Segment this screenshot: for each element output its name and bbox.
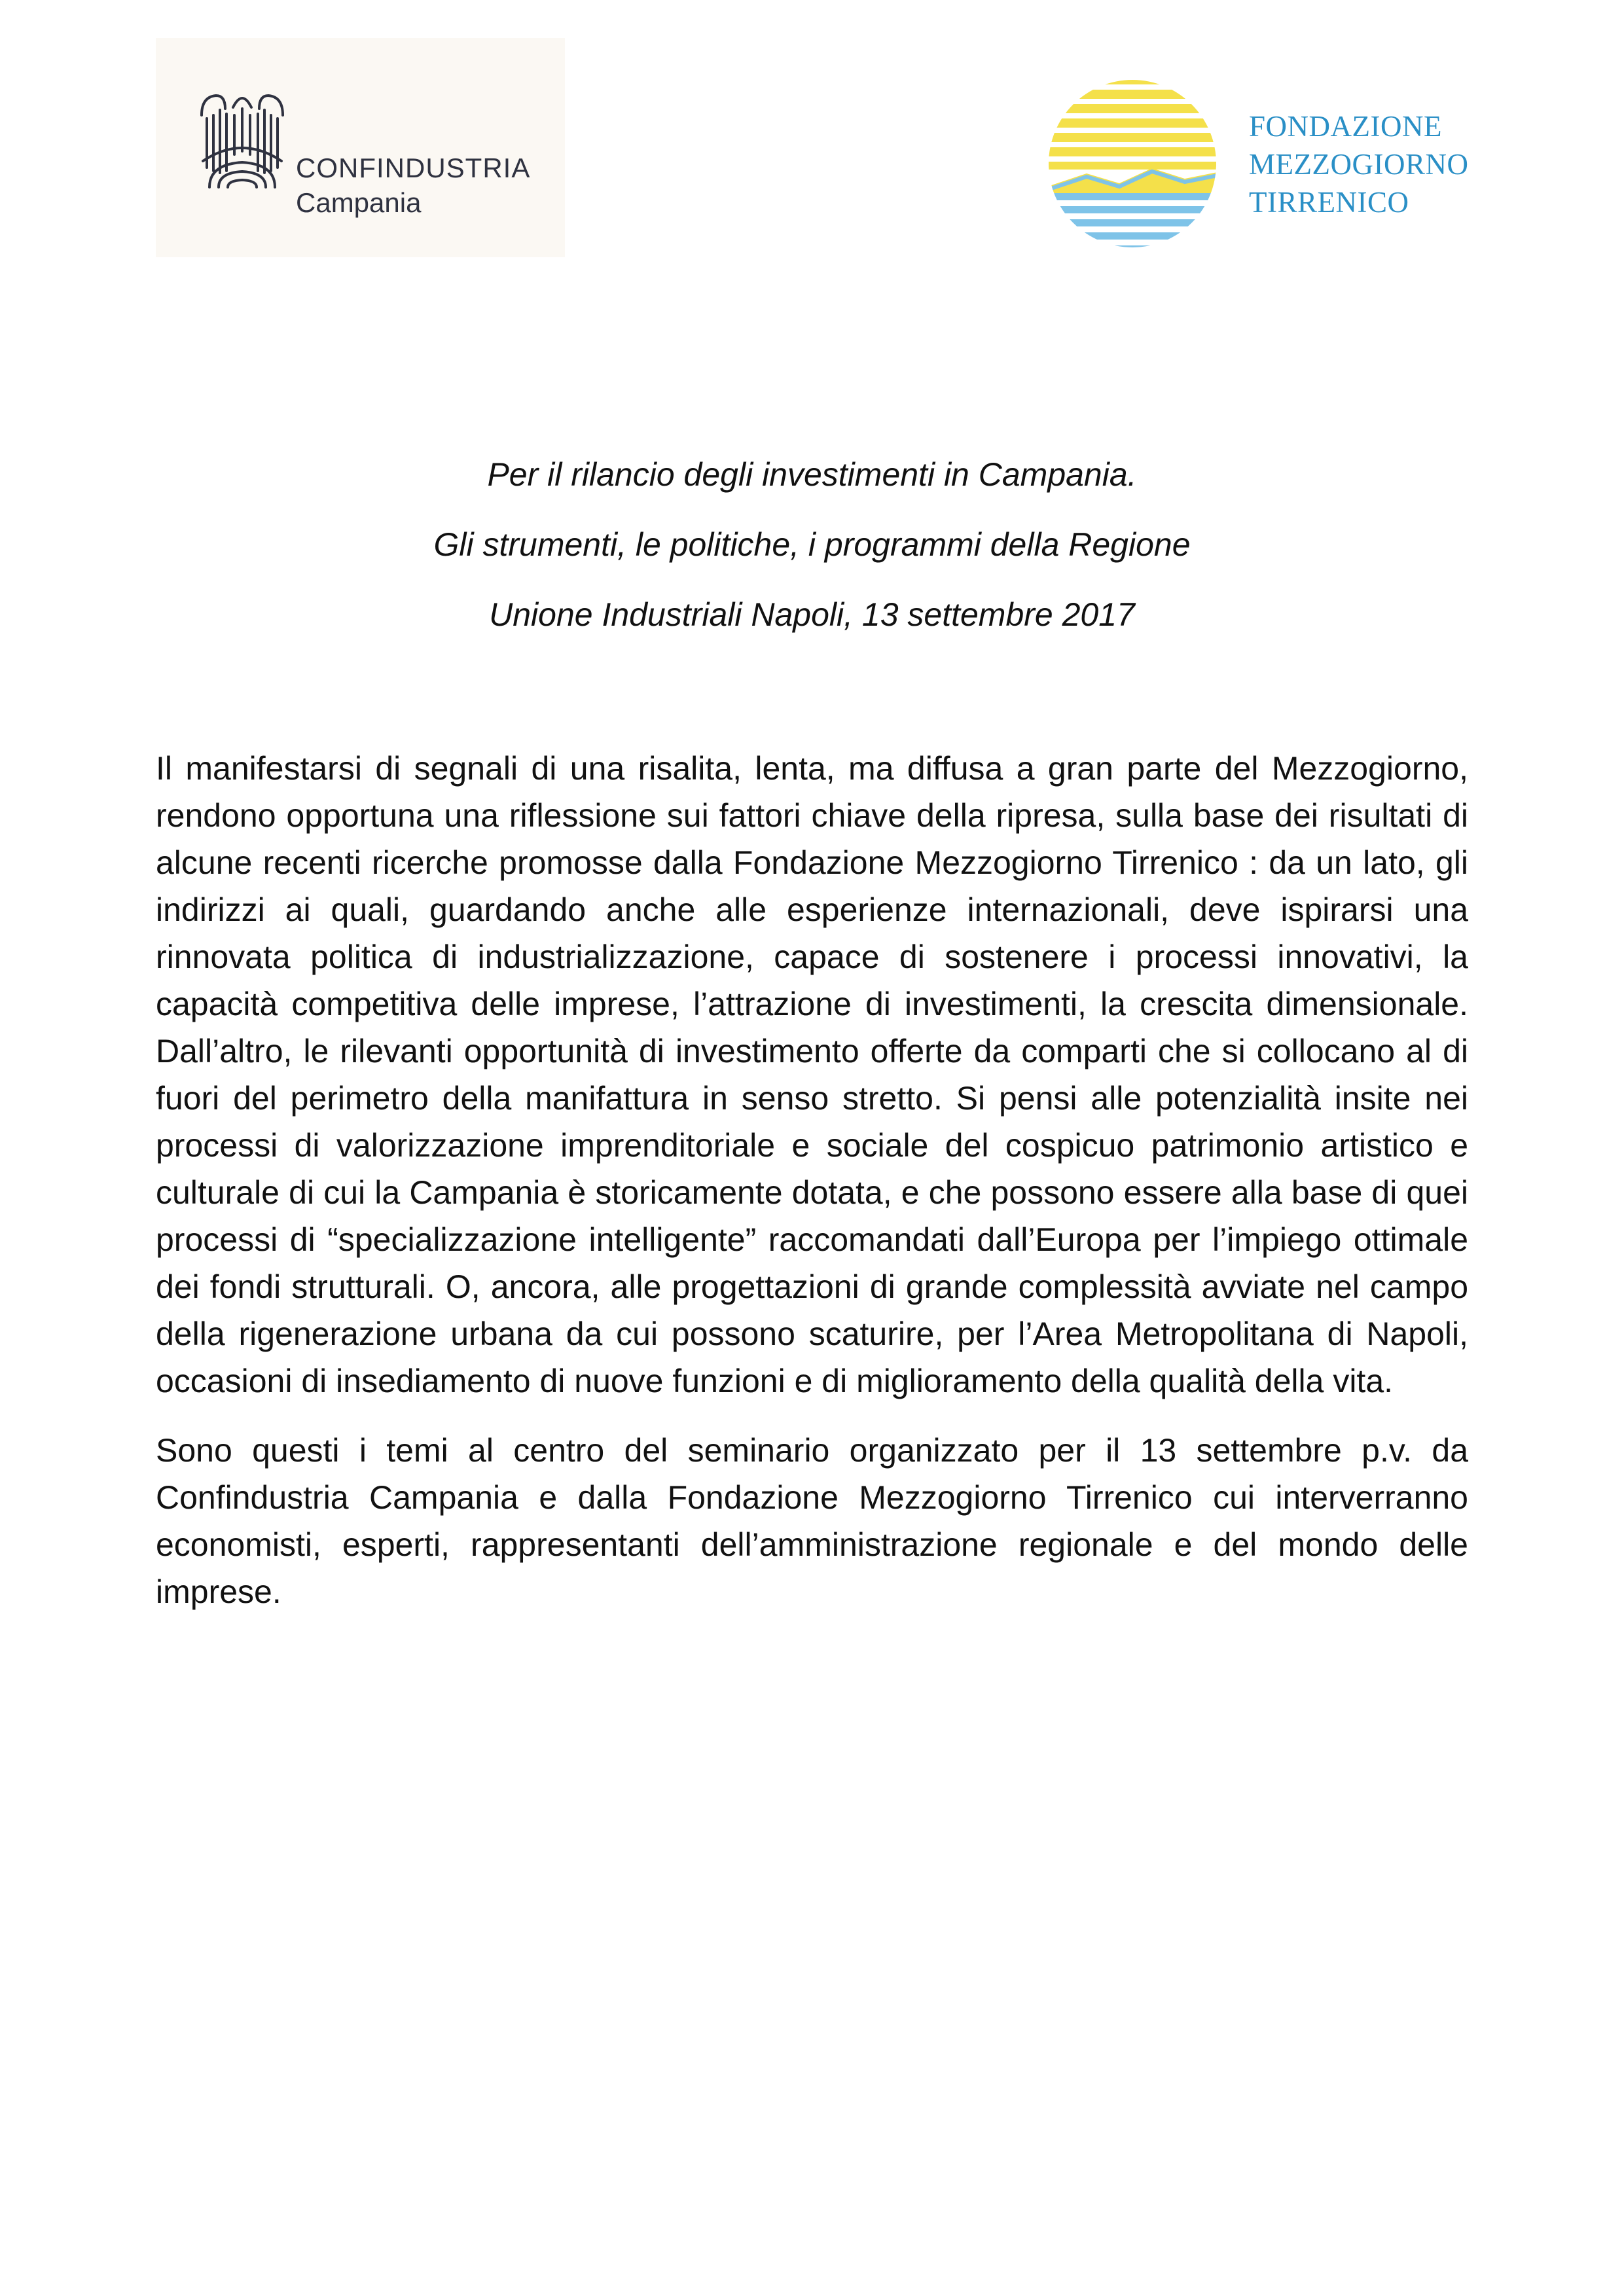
body-paragraph-1: Il manifestarsi di segnali di una risalita, lenta, ma diffusa a gran parte del Mezzogiorno, rendono opportuna una riflessione sui fattori chiave della ripresa, sulla base dei risultati di alcune recenti ricerche promosse dalla Fondazione Mezzogiorno Tirrenico : da un lato, gli indirizzi ai quali, guardando anche alle esperienze internazionali, deve ispirarsi una rinnovata politica di industrializzazione, capace di sostenere i processi innovativi, la capacità competitiva delle imprese, l’attrazione di investimenti, la crescita dimensionale. Dall’altro, le rilevanti opportunità di investimento offerte da comparti che si collocano al di fuori del perimetro della manifattura in senso stretto. Si pensi alle potenzialità insite nei processi di valorizzazione imprenditoriale e sociale del cospicuo patrimonio artistico e culturale di cui la Campania è storicamente dotata, e che possono essere alla base di quei processi di “specializzazione intelligente” raccomandati dall’Europa per l’impiego ottimale dei fondi strutturali. O, ancora, alle progettazioni di grande complessità avviate nel campo della rigenerazione urbana da cui possono scaturire, per l’Area Metropolitana di Napoli, occasioni di insediamento di nuove funzioni e di miglioramento della qualità della vita. (156, 750, 1468, 1399)
fondazione-name-line1: FONDAZIONE (1249, 110, 1442, 143)
fondazione-name-line3: TIRRENICO (1249, 186, 1409, 219)
confindustria-logo (156, 38, 565, 257)
event-title: Per il rilancio degli investimenti in Campania. (487, 456, 1137, 493)
confindustria-region: Campania (296, 187, 422, 218)
event-heading (156, 452, 1468, 662)
eagle-emblem-icon (196, 89, 288, 194)
fondazione-name-line2: MEZZOGIORNO (1249, 148, 1469, 181)
body-paragraph-2: Sono questi i temi al centro del seminario organizzato per il 13 settembre p.v. da Confindustria Campania e dalla Fondazione Mezzogiorno Tirrenico cui interverranno economisti, esperti, rappresentanti dell’amministrazione regionale e del mondo delle imprese. (156, 1432, 1468, 1610)
confindustria-name: CONFINDUSTRIA (296, 152, 531, 183)
fondazione-logo (1047, 62, 1506, 278)
event-subtitle: Gli strumenti, le politiche, i programmi della Regione (433, 526, 1191, 563)
event-venue-date: Unione Industriali Napoli, 13 settembre 2017 (489, 596, 1135, 633)
document-body (156, 745, 1468, 1638)
sun-sea-emblem-icon (1047, 62, 1218, 265)
